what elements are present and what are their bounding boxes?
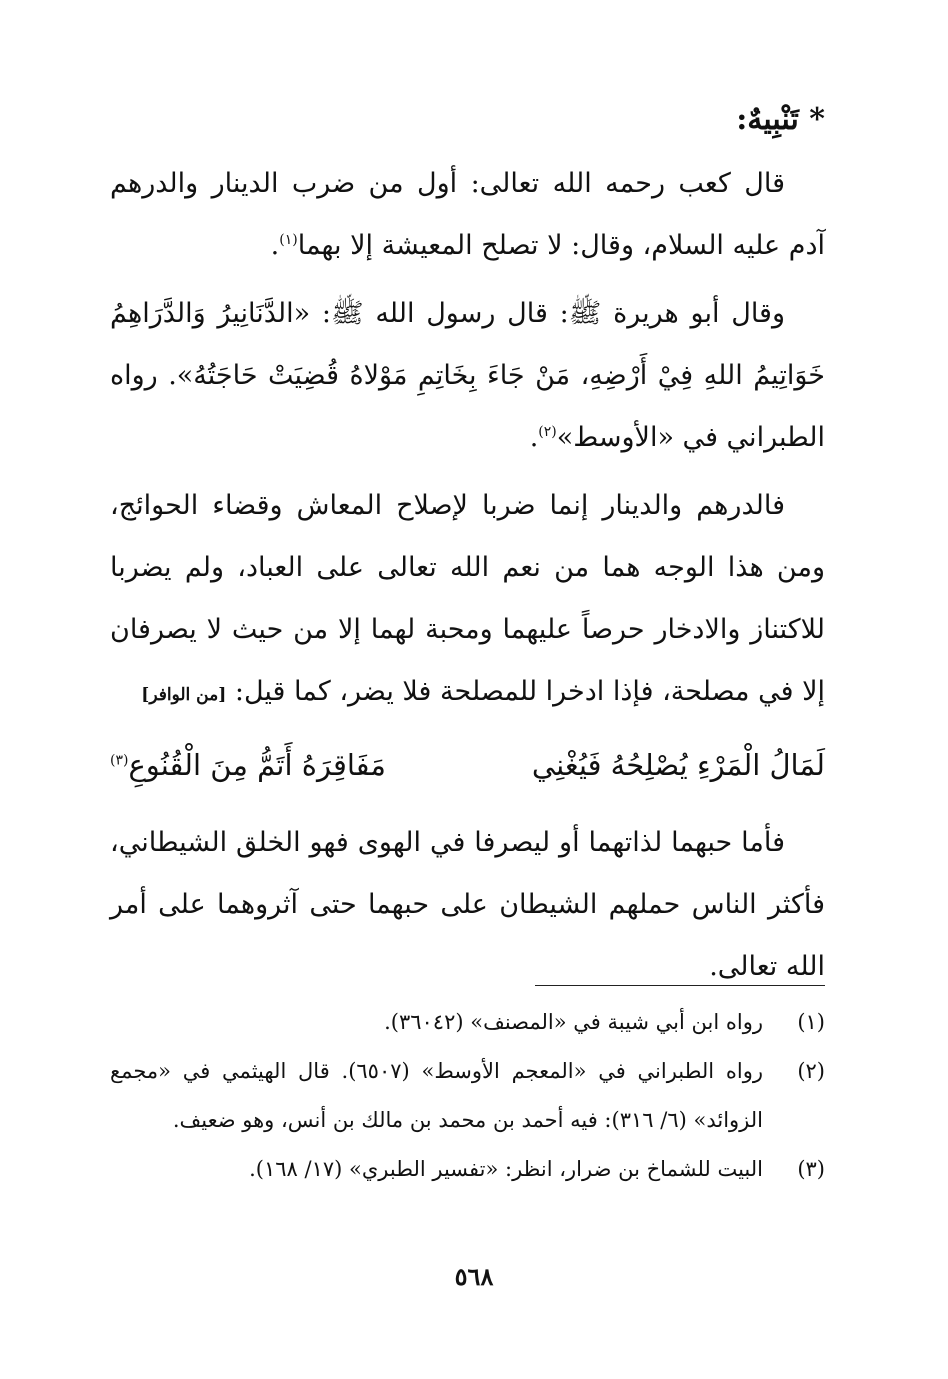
paragraph-text: قال كعب رحمه الله تعالى: أول من ضرب الدينار والدرهم آدم عليه السلام، وقال: لا تصلح المعيشة إلا بهما — [110, 168, 825, 261]
footnote-item — [110, 1145, 825, 1194]
paragraph-kaab: قال كعب رحمه الله تعالى: أول من ضرب الدينار والدرهم آدم عليه السلام، وقال: لا تصلح المعيشة إلا بهما$^{(١)}$. — [110, 168, 825, 261]
poetry-verse — [110, 732, 825, 798]
page-number: ٥٦٨ — [454, 1262, 494, 1291]
verse-second-hemistich: مَفَاقِرَهُ أَتَمُّ مِنَ الْقُنُوعِ$^{(٣)}$ — [110, 748, 386, 782]
paragraph-dirham — [110, 475, 825, 726]
paragraph-text: فالدرهم والدينار إنما ضربا لإصلاح المعاش وقضاء الحوائج، ومن هذا الوجه هما من نعم الله تعالى على العباد، ولم يضربا للاكتناز والادخار حرصاً عليهما ومحبة لهما إلا من حيث لا يصرفان إلا في مصلحة، فإذا ادخرا للمصلحة فلا يضر، كما قيل: — [110, 490, 825, 707]
footnote-ref: (١) — [279, 232, 298, 248]
section-heading: * تَنْبِيهٌ: — [736, 102, 825, 137]
footnote-number: (١) — [797, 1010, 825, 1034]
footnote-ref: (٣) — [110, 752, 129, 769]
footnote-text: رواه ابن أبي شيبة في «المصنف» (٣٦٠٤٢). — [384, 1010, 763, 1034]
paragraph-hadith: وقال أبو هريرة ﷺ: قال رسول الله ﷺ: «الدَّنَانِيرُ وَالدَّرَاهِمُ خَوَاتِيمُ اللهِ فِيْ أَرْضِهِ، مَنْ جَاءَ بِخَاتِمِ مَوْلاهُ قُضِيَتْ حَاجَتُهُ». رواه الطبراني في «الأوسط»$^{(٢)}$. — [110, 298, 825, 453]
footnote-number: (٣) — [797, 1157, 825, 1181]
paragraph-text: وقال أبو هريرة ﷺ: قال رسول الله ﷺ: «الدَّنَانِيرُ وَالدَّرَاهِمُ خَوَاتِيمُ اللهِ فِيْ أَرْضِهِ، مَنْ جَاءَ بِخَاتِمِ مَوْلاهُ قُضِيَتْ حَاجَتُهُ». رواه الطبراني في «الأوسط» — [110, 298, 825, 453]
footnote-separator — [535, 985, 825, 986]
footnote-item — [110, 1047, 825, 1145]
footnote-ref: (٢) — [538, 424, 557, 440]
paragraph-love — [110, 812, 825, 998]
footnote-text: رواه الطبراني في «المعجم الأوسط» (٦٥٠٧). قال الهيثمي في «مجمع الزوائد» (٦/ ٣١٦): فيه أحمد بن محمد بن مالك بن أنس، وهو ضعيف. — [110, 1059, 763, 1132]
footnote-item — [110, 998, 825, 1047]
poetic-meter-label: [من الوافر] — [141, 685, 227, 705]
footnote-number: (٢) — [797, 1059, 825, 1083]
paragraph-text: فأما حبهما لذاتهما أو ليصرفا في الهوى فهو الخلق الشيطاني، فأكثر الناس حملهم الشيطان على حبهما حتى آثروهما على أمر الله تعالى. — [110, 827, 826, 982]
page-body — [110, 95, 825, 1004]
footnote-text: البيت للشماخ بن ضرار، انظر: «تفسير الطبري» (١٧/ ١٦٨). — [249, 1157, 763, 1181]
verse-first-hemistich: لَمَالُ الْمَرْءِ يُصْلِحُهُ فَيُغْنِي — [531, 748, 825, 782]
footnotes — [110, 998, 825, 1194]
